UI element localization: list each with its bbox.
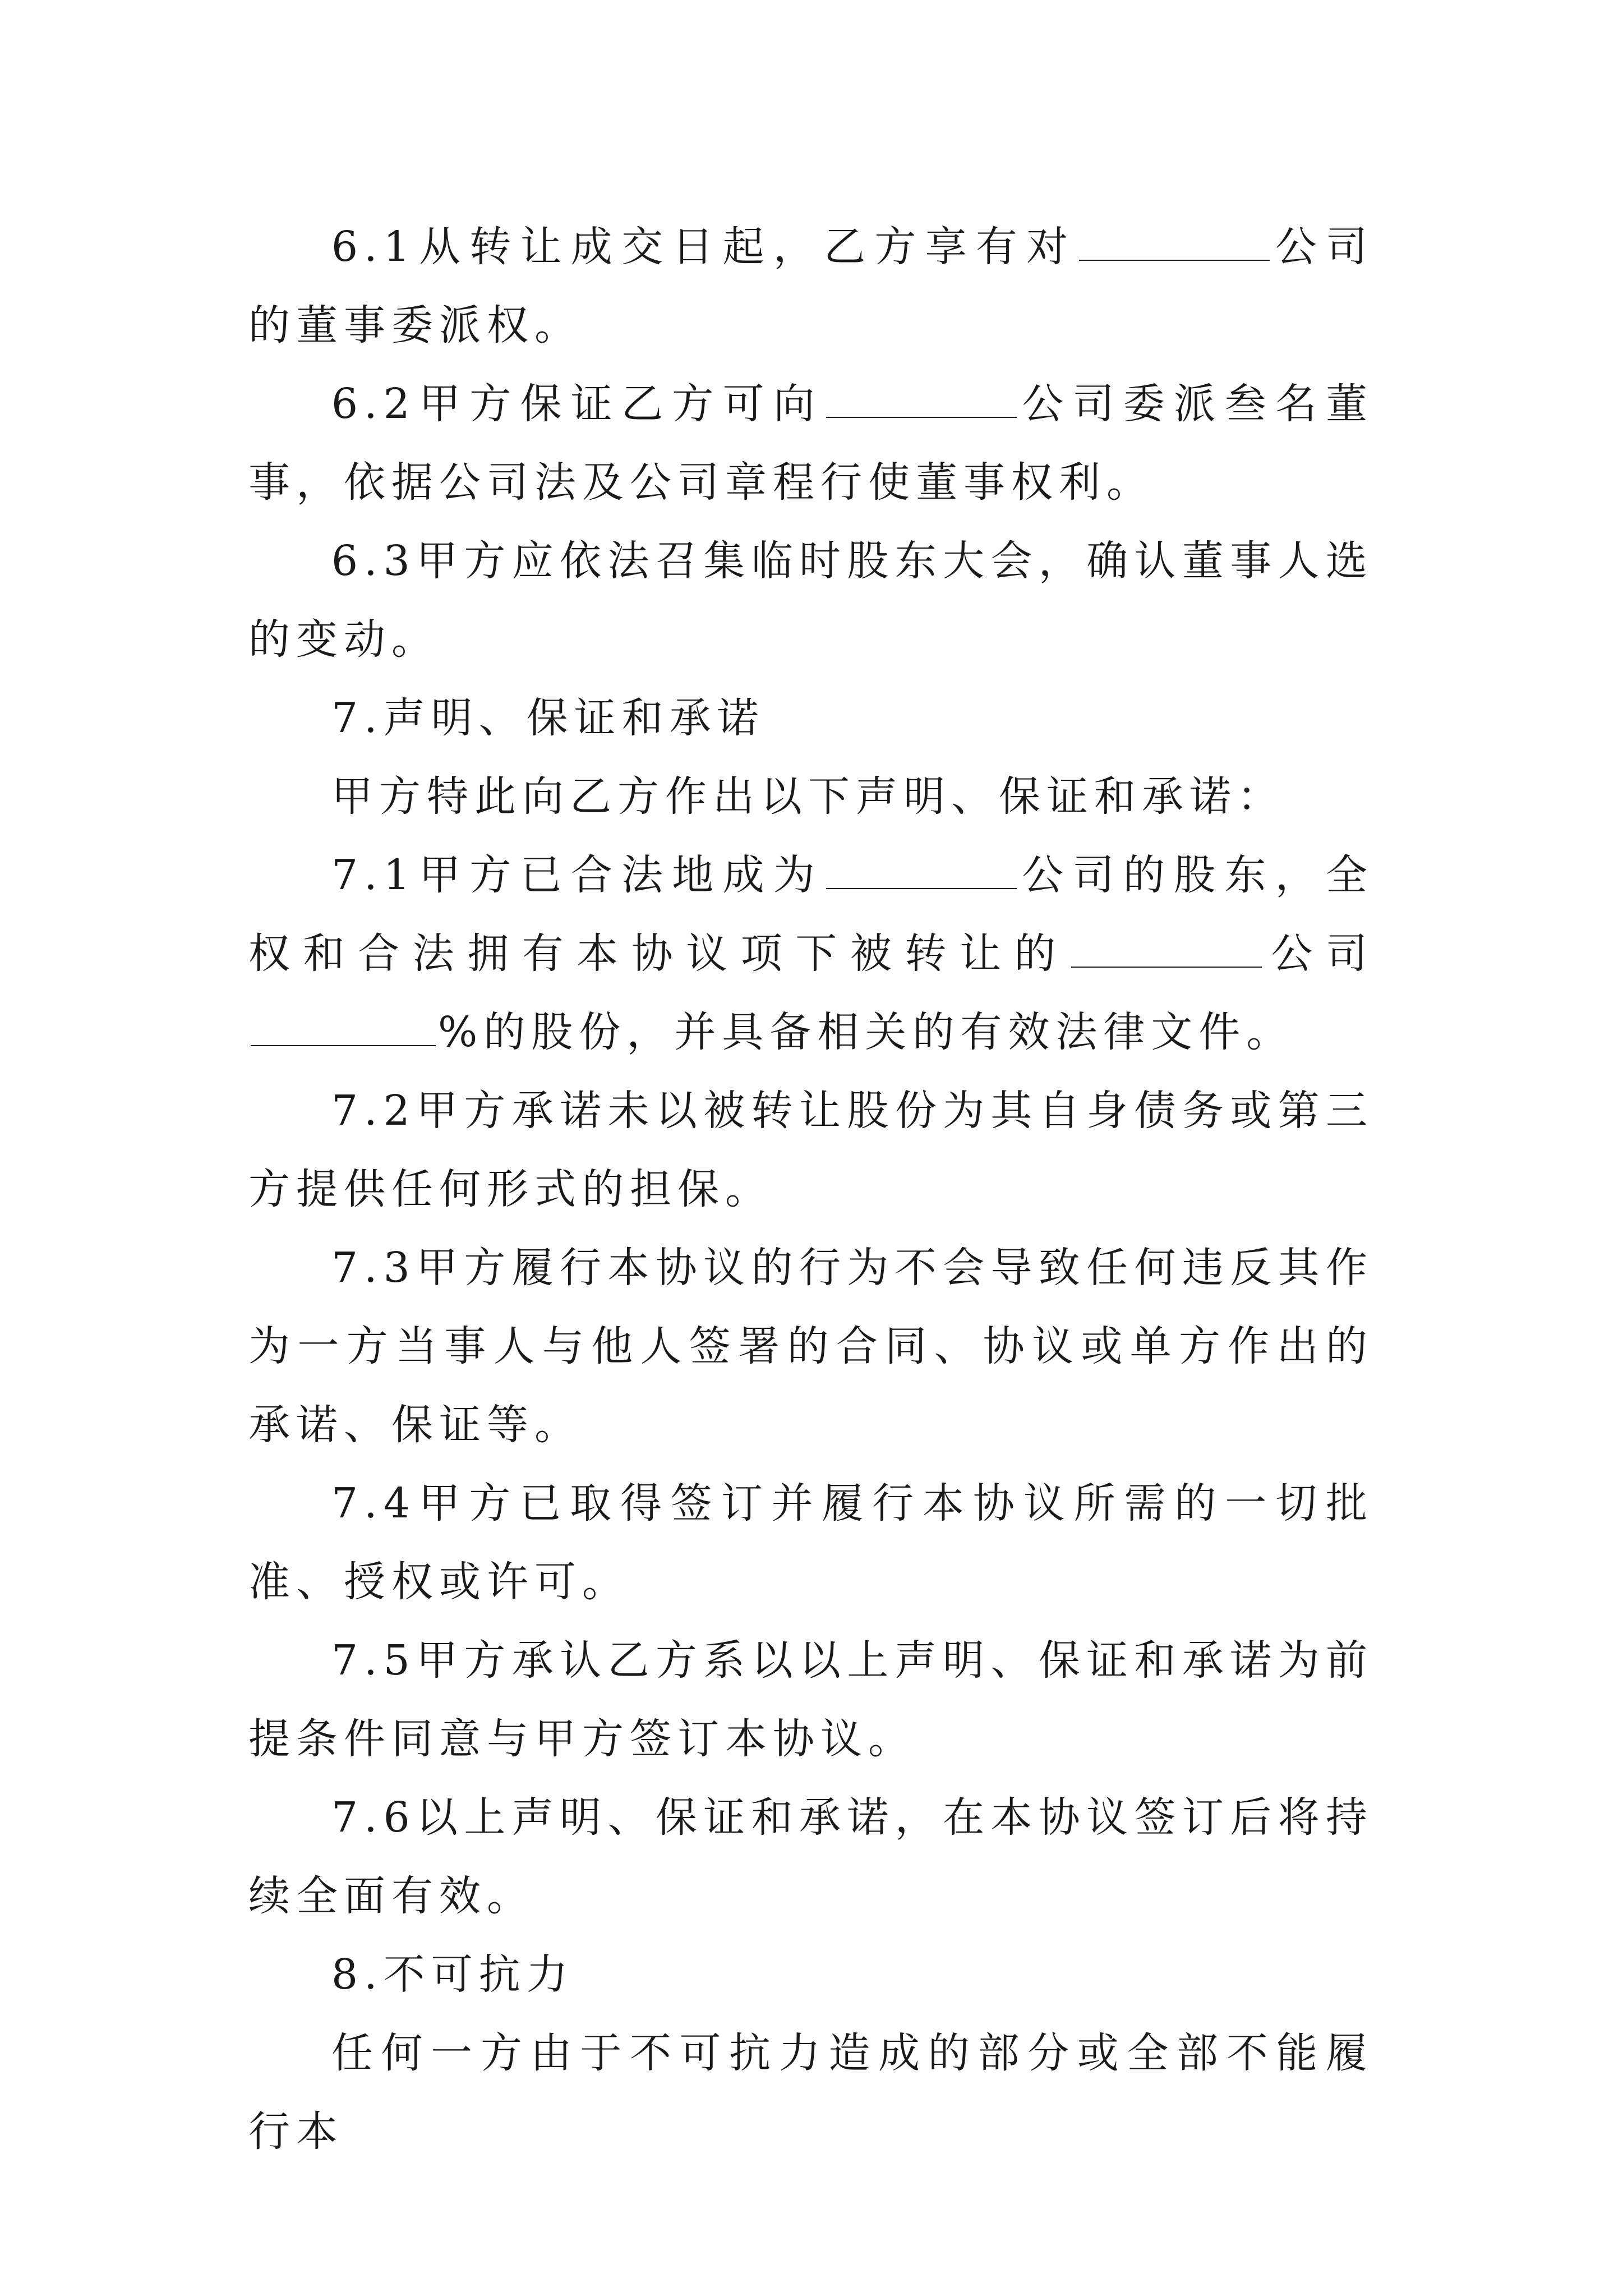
clause-7-1-text-b: 公司的股东，全权和合法拥有本协议项下被转让的 bbox=[248, 851, 1373, 978]
clause-6-1 bbox=[248, 208, 1373, 365]
clause-7-3: 7.3甲方履行本协议的行为不会导致任何违反其作为一方当事人与他人签署的合同、协议或单方作出的承诺、保证等。 bbox=[248, 1244, 1373, 1449]
clause-6-3: 6.3甲方应依法召集临时股东大会，确认董事人选的变动。 bbox=[248, 537, 1373, 664]
clause-8-text: 任何一方由于不可抗力造成的部分或全部不能履行本 bbox=[248, 2029, 1373, 2156]
clause-7-5: 7.5甲方承认乙方系以以上声明、保证和承诺为前提条件同意与甲方签订本协议。 bbox=[248, 1636, 1373, 1763]
clause-7-1-text-a: 7.1甲方已合法地成为 bbox=[331, 851, 824, 899]
clause-6-2 bbox=[248, 365, 1373, 522]
section-7-heading: 7.声明、保证和承诺 bbox=[331, 694, 765, 742]
clause-6-1-text-b: 公司的董事委派权。 bbox=[248, 223, 1374, 349]
clause-7-4: 7.4甲方已取得签订并履行本协议所需的一切批准、授权或许可。 bbox=[248, 1479, 1373, 1606]
clause-7-1-text-c: 公司 bbox=[1264, 930, 1374, 978]
fill-in-blank-company bbox=[826, 855, 1017, 889]
fill-in-blank-percentage bbox=[251, 1013, 436, 1046]
fill-in-blank-company bbox=[1079, 227, 1270, 261]
document-body bbox=[248, 208, 1373, 2171]
section-8-heading: 8.不可抗力 bbox=[331, 1950, 574, 1999]
clause-7-6: 7.6以上声明、保证和承诺，在本协议签订后将持续全面有效。 bbox=[248, 1793, 1373, 1920]
fill-in-blank-company bbox=[1071, 934, 1262, 968]
section-7-intro: 甲方特此向乙方作出以下声明、保证和承诺： bbox=[331, 772, 1285, 821]
clause-7-1-text-d: %的股份，并具备相关的有效法律文件。 bbox=[438, 1008, 1294, 1056]
clause-6-1-text-a: 6.1从转让成交日起，乙方享有对 bbox=[331, 223, 1077, 271]
clause-6-2-text-a: 6.2甲方保证乙方可向 bbox=[331, 380, 824, 428]
clause-6-2-text-b: 公司委派叁名董事，依据公司法及公司章程行使董事权利。 bbox=[248, 380, 1373, 507]
clause-7-2: 7.2甲方承诺未以被转让股份为其自身债务或第三方提供任何形式的担保。 bbox=[248, 1087, 1373, 1213]
clause-7-1 bbox=[248, 836, 1373, 1071]
fill-in-blank-company bbox=[826, 384, 1017, 418]
